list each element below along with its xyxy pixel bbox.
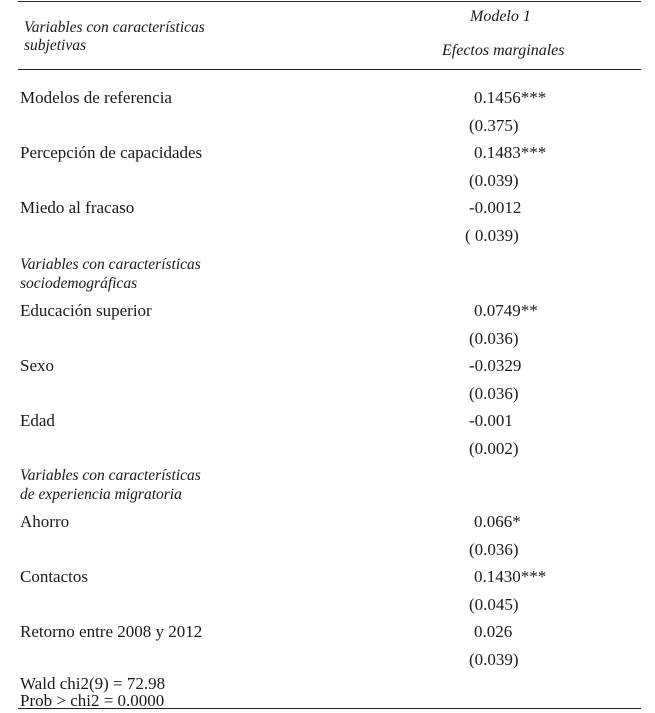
row-coef: -0.0329 <box>469 356 522 375</box>
row-se: ( 0.039) <box>465 226 519 245</box>
row-coef: 0.1430*** <box>474 567 547 586</box>
row-coef: 0.066* <box>474 512 521 531</box>
prob-statistic: Prob > chi2 = 0.0000 <box>20 691 165 710</box>
row-label: Percepción de capacidades <box>20 143 203 162</box>
header-bottom-rule <box>18 69 641 70</box>
row-coef: 0.1456*** <box>474 88 547 107</box>
row-label: Educación superior <box>20 301 152 320</box>
model-title: Modelo 1 <box>470 8 531 25</box>
row-coef: -0.001 <box>469 411 513 430</box>
row-se: (0.002) <box>469 439 519 458</box>
group-label-sociodemographic-line1: Variables con características <box>20 256 201 273</box>
row-coef: 0.1483*** <box>474 143 547 162</box>
model-subtitle: Efectos marginales <box>442 42 565 59</box>
row-label: Contactos <box>20 567 88 586</box>
row-se: (0.036) <box>469 540 519 559</box>
row-label: Retorno entre 2008 y 2012 <box>20 622 203 641</box>
row-se: (0.036) <box>469 329 519 348</box>
row-se: (0.039) <box>469 650 519 669</box>
group-label-migration-line2: de experiencia migratoria <box>20 486 182 503</box>
group-label-migration-line1: Variables con características <box>20 467 201 484</box>
row-label: Ahorro <box>20 512 70 531</box>
row-coef: -0.0012 <box>469 198 522 217</box>
row-se: (0.045) <box>469 595 519 614</box>
table-top-rule <box>18 1 641 2</box>
row-label: Sexo <box>20 356 54 375</box>
row-label: Miedo al fracaso <box>20 198 135 217</box>
row-se: (0.039) <box>469 171 519 190</box>
group-label-sociodemographic-line2: sociodemográficas <box>20 275 138 292</box>
row-se: (0.036) <box>469 384 519 403</box>
row-label: Modelos de referencia <box>20 88 172 107</box>
row-coef: 0.0749** <box>474 301 538 320</box>
wald-statistic: Wald chi2(9) = 72.98 <box>20 674 166 693</box>
header-group-label-line1: Variables con características <box>24 19 205 36</box>
row-coef: 0.026 <box>474 622 513 641</box>
header-group-label-line2: subjetivas <box>24 37 86 54</box>
row-se: (0.375) <box>469 116 519 135</box>
row-label: Edad <box>20 411 55 430</box>
